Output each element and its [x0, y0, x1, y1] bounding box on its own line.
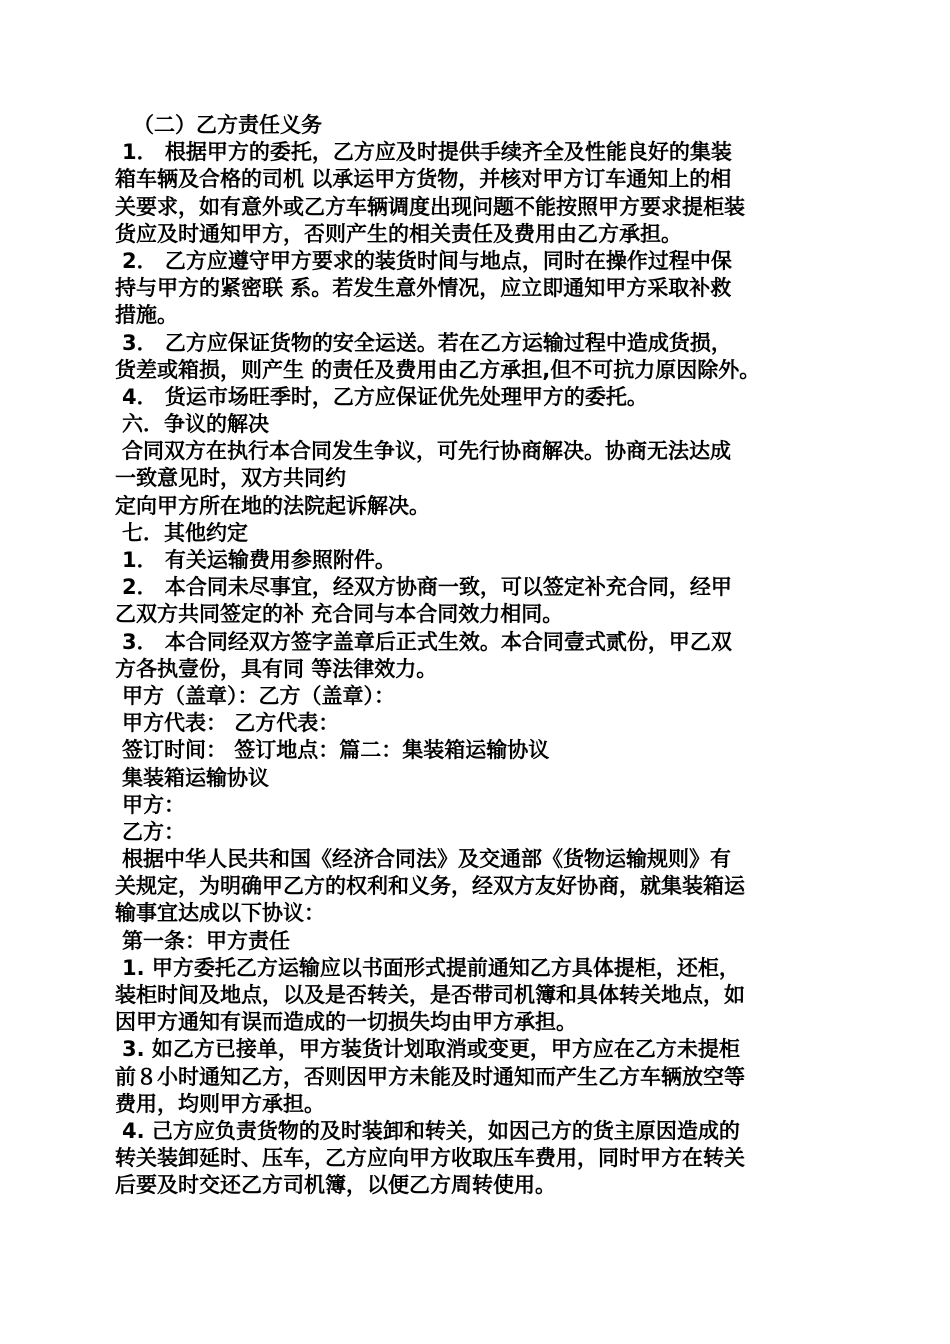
article-heading: 第一条：甲方责任 — [122, 928, 290, 953]
document-title: 集装箱运输协议 — [122, 765, 269, 790]
signature-line: 签订时间： 签订地点：篇二：集装箱运输协议 — [122, 738, 550, 763]
clause-line: 因甲方通知有误而造成的一切损失均由甲方承担。 — [115, 1010, 577, 1035]
clause-line: 箱车辆及合格的司机 以承运甲方货物，并核对甲方订车通知上的相 — [115, 167, 732, 192]
clause-line: 根据中华人民共和国《经济合同法》及交通部《货物运输规则》有 — [122, 847, 731, 872]
clause-line: 1． 根据甲方的委托，乙方应及时提供手续齐全及性能良好的集装 — [122, 140, 732, 165]
clause-line: 乙双方共同签定的补 充合同与本合同效力相同。 — [115, 602, 564, 627]
clause-line: 持与甲方的紧密联 系。若发生意外情况，应立即通知甲方采取补救 — [115, 276, 732, 301]
clause-line: 3． 乙方应保证货物的安全运送。若在乙方运输过程中造成货损， — [122, 330, 732, 355]
clause-line: 关规定，为明确甲乙方的权利和义务，经双方友好协商，就集装箱运 — [115, 874, 745, 899]
clause-line: 货差或箱损，则产生 的责任及费用由乙方承担,但不可抗力原因除外。 — [115, 357, 761, 382]
clause-line: 1. 甲方委托乙方运输应以书面形式提前通知乙方具体提柜，还柜， — [122, 955, 740, 980]
clause-line: 货应及时通知甲方，否则产生的相关责任及费用由乙方承担。 — [115, 221, 682, 246]
clause-line: 一致意见时，双方共同约 — [115, 466, 346, 491]
clause-line: 后要及时交还乙方司机簿，以便乙方周转使用。 — [115, 1173, 556, 1198]
clause-line: 输事宜达成以下协议： — [115, 901, 325, 926]
section-heading: 七．其他约定 — [122, 520, 248, 545]
signature-line: 甲方（盖章）：乙方（盖章）： — [122, 683, 395, 708]
clause-line: 前８小时通知乙方，否则因甲方未能及时通知而产生乙方车辆放空等 — [115, 1064, 745, 1089]
clause-line: 3. 如乙方已接单，甲方装货计划取消或变更，甲方应在乙方未提柜 — [122, 1037, 740, 1062]
party-line: 乙方： — [122, 819, 185, 844]
clause-line: 装柜时间及地点，以及是否转关，是否带司机簿和具体转关地点，如 — [115, 983, 745, 1007]
signature-line: 甲方代表： 乙方代表： — [122, 711, 340, 736]
clause-line: 方各执壹份，具有同 等法律效力。 — [115, 656, 438, 681]
document-page — [115, 112, 840, 1200]
clause-line: 3． 本合同经双方签字盖章后正式生效。本合同壹式贰份，甲乙双 — [122, 629, 732, 654]
clause-line: 转关装卸延时、压车，乙方应向甲方收取压车费用，同时甲方在转关 — [115, 1146, 745, 1171]
clause-line: 定向甲方所在地的法院起诉解决。 — [115, 493, 430, 518]
section-heading: 六．争议的解决 — [122, 412, 269, 437]
party-line: 甲方： — [122, 792, 185, 817]
clause-line: 2． 乙方应遵守甲方要求的装货时间与地点，同时在操作过程中保 — [122, 248, 732, 273]
clause-line: 合同双方在执行本合同发生争议，可先行协商解决。协商无法达成 — [122, 439, 731, 464]
section-heading: （二）乙方责任义务 — [133, 113, 322, 137]
clause-line: 费用，均则甲方承担。 — [115, 1091, 325, 1116]
clause-line: 1． 有关运输费用参照附件。 — [122, 548, 396, 572]
clause-line: 措施。 — [115, 303, 178, 328]
clause-line: 4． 货运市场旺季时，乙方应保证优先处理甲方的委托。 — [122, 384, 648, 409]
clause-line: 2． 本合同未尽事宜，经双方协商一致，可以签定补充合同，经甲 — [122, 575, 732, 600]
clause-line: 关要求，如有意外或乙方车辆调度出现问题不能按照甲方要求提柜装 — [115, 194, 745, 219]
clause-line: 4. 己方应负责货物的及时装卸和转关，如因己方的货主原因造成的 — [122, 1118, 740, 1143]
